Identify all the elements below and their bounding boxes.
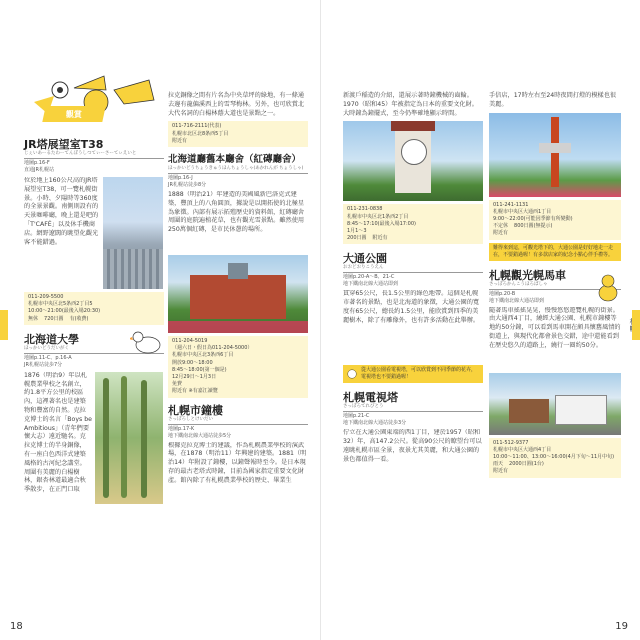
page-number-left: 18 — [10, 621, 23, 632]
hours-text: 開放9:00～18:00 — [172, 359, 213, 366]
odori-park-tip: 從大通公園看電視塔，可以欣賞到不同季節的花卉，電視塔也不要錯過喔！ — [343, 365, 483, 383]
fee-text: 720日圓 — [44, 315, 64, 322]
nearby-text: 附近有 — [372, 235, 388, 242]
nearby-text: 附近有 — [493, 468, 509, 475]
hours-extra-text: 8:45～18:00(第一個是) — [172, 366, 227, 373]
phone-text: 011-231-0838 — [347, 206, 383, 213]
left-column-2 — [168, 92, 308, 504]
jr-tower-photo — [103, 177, 163, 289]
address-text: 札幌市中央区北1条西2丁目 — [347, 213, 409, 220]
tv-tower-title: 札幌電視塔 — [343, 391, 398, 405]
aka-renga-kana: ほっかいどうちょうきゅうほんちょうしゃ(あかれんが ちょうしゃ) — [168, 166, 304, 171]
closed-text: 1月1～3 — [347, 228, 367, 234]
aka-renga-map: 地圖p.16-J — [168, 175, 193, 181]
section-header — [14, 70, 162, 130]
phone-text: 011-204-5019 — [172, 338, 208, 344]
carriage-body: 隨著馬車搖搖晃晃，慢慢悠悠遊覽札幌的街景。由大通西4丁目，繞經大通公園、札幌市鐘樓等地約50分鐘，可以看到馬車開在頗具懷舊風情的街道上，與現代化都會景色交錯，途中還能看到在歷史悠久的道路上，繞行一圈約50分。 — [489, 306, 621, 349]
address-text: 札幌市北区北8条西5丁目 — [172, 130, 229, 137]
jr-tower-body: 位於地上160公尺高的JR塔展望室T38，可一覽札幌街景。小時、夕陽時等360度的全景景觀。南側則設有的天景咖啡廳，晚上還是吧的「T'CAFÉ」以及休手機商店。網野遼闊的眺望化觀光客不能錯過。 — [24, 177, 99, 246]
hokudai-photo — [95, 372, 163, 504]
phone-text: 011-512-9377 — [493, 439, 529, 446]
hokudai-body: 1876（明治9）年以札幌農業學校之名創立，約1.8平方公里的校區內，這裡著名也是建築物和豐富的自然。克拉克博士的名言「Boys be Ambitious」（青年們要懷大志）遠近馳名。克拉克博士的半身銅像，有一座白色西洋式建築風格的古河紀念講堂。周圍有美麗的白楊樹林，銀杏林道最適合秋季散步，在正門口取 — [24, 371, 92, 494]
section-label: 觀賞 — [42, 106, 105, 122]
hours-text: 10:00～11:00、13:00～16:00(4月下旬～11月中旬) — [493, 454, 615, 461]
aka-renga-photo — [168, 255, 308, 333]
clock-tower-photo — [343, 121, 483, 201]
tv-tower-body: 佇立在大通公園東端的西1丁目，建於1957（昭和32）年，高147.2公尺。從高90公尺的瞭望台可以遠眺札幌市區全景，夜景尤其美麗，和大通公園的景色都值得一看。 — [343, 429, 482, 463]
closed-text: 不定休 — [493, 223, 509, 230]
address-text: 札幌市中央区大通西4丁目 — [493, 446, 552, 453]
hokudai-info — [168, 121, 308, 147]
odori-park-title: 大通公園 — [343, 252, 387, 266]
jr-tower-title: JR塔展望室T38 — [24, 138, 104, 151]
aka-renga-info — [168, 336, 308, 398]
address-text: 札幌市中央区北5条西2丁目5 — [28, 301, 93, 308]
phone-text: 011-241-1131 — [493, 201, 529, 208]
address-text: 札幌市中央区北3条西6丁目 — [172, 352, 234, 359]
hokudai-map: 地圖p.11-C、p.16-A — [24, 354, 72, 361]
clock-tower-station: 地下鐵南北線大通站徒歩5分 — [168, 432, 232, 439]
phone-text: 011-209-5500 — [28, 294, 64, 300]
duck-mascot-icon — [595, 273, 621, 303]
left-column-1 — [24, 138, 164, 504]
aka-renga-title: 北海道廳舊本廳舍（紅磚廳舍） — [168, 154, 302, 165]
carriage-map: 地圖p.20-B — [489, 290, 516, 297]
tv-tower-intro: 手信店，17時左右至24時夜間打燈的模樣也很美麗。 — [489, 92, 617, 108]
fee-text: 800日圓(無提示) — [514, 223, 553, 230]
jr-tower-kana: じぇいあーるたわーてんぼうしつてぃーさーてぃえいと — [24, 151, 137, 156]
closed-text: 雨天 — [493, 461, 504, 468]
clock-tower-map: 地圖p.17-K — [168, 425, 195, 432]
clock-tower-info — [343, 204, 483, 244]
right-column-2 — [489, 92, 621, 478]
tv-tower-station: 地下鐵南北線大通站徒歩3分 — [343, 420, 407, 427]
hokudai-station: JR札幌站徒歩7分 — [24, 361, 63, 368]
nearby-text: 附近有 — [493, 230, 509, 237]
parking-text: 有(收費) — [69, 315, 89, 322]
hours-text: 9:00～22:00(可能因季節有所變動) — [493, 216, 573, 222]
odori-park-map: 地圖p.20-A～B、21-C — [343, 274, 395, 281]
nearby-text: 附近有 — [172, 137, 188, 144]
tv-tower-info — [489, 200, 621, 240]
odori-park-kana: おおどおりこうえん — [343, 265, 384, 271]
carriage-title: 札幌觀光幌馬車 — [489, 268, 566, 282]
tv-tower-tip: 難得來到這，可觀光塔下的，大通公園是好好地走一走在，不要錯過喔！有多款店家的紀念小點心伴手禮等。 — [489, 243, 621, 261]
fee-text: 免費 — [172, 381, 183, 388]
tv-tower-kana: さっぽろてれびとう — [343, 404, 384, 410]
odori-park-station: 地下鐵南北線大通站即到 — [343, 281, 399, 288]
closed-text: 12月29日～1月3日 — [172, 374, 217, 381]
page-number-right: 19 — [615, 621, 628, 632]
jr-tower-map: 地圖p.16-F — [24, 160, 50, 166]
nearby-text: 附近有 ※有嘉江讀覽 — [172, 388, 218, 395]
carriage-kana: さっぽろかんこうほろばしゃ — [489, 281, 548, 287]
clock-tower-continued: 新渡戶稲造的介紹，還展示著時鐘機械的齒輪。1970（昭和45）年被指定為日本的重要文化財。大時鐘為鐘擺式，至今仍準確地顯示時間。 — [343, 92, 478, 117]
aka-renga-station: JR札幌站徒歩8分 — [168, 182, 207, 188]
fee-text: 200日圓 — [347, 235, 367, 242]
hours-text: 8:45～17:10(最後入場17:00) — [347, 220, 416, 227]
jr-tower-info — [24, 292, 164, 325]
hokudai-continued: 拉克銅像之間有片名為中央草坪的綠地，有一條通去邊有龍偏溪西上的雪琴梅林。另外，也可欣賞北大代名詞的白楊林蔭大道也是景點之一。 — [168, 92, 305, 117]
tip-mascot-icon — [347, 367, 357, 381]
hours-text: 10:00～21:00(最後入場20:30) — [28, 308, 101, 315]
hokudai-title: 北海道大學 — [24, 332, 79, 346]
duck-mascot-icon — [130, 329, 164, 355]
divider — [24, 158, 164, 159]
right-page — [320, 0, 640, 640]
clock-tower-kana: さっぽろしとけいだい — [168, 416, 213, 422]
tv-tower-map: 地圖p.21-C — [343, 413, 370, 420]
left-yellow-tab — [0, 310, 8, 340]
carriage-photo — [489, 373, 621, 435]
jr-tower-station: 直通JR札幌站 — [24, 167, 54, 173]
divider — [168, 173, 308, 174]
divider — [168, 424, 308, 425]
odori-park-body: 貫穿65公尺，長1.5公里的綠色地帶。這個是札幌市著名的景點，也是北海道的象徴，大通公園的寬度有65公尺，總長約1.5公里，能欣賞到四季的美麗樹木，除了有雕像外，也有許多活動在此舉辦。 — [343, 290, 480, 324]
clock-tower-body: 根據克拉克博士的建議，作為札幌農業學校的演武場，在1878（明治11）年興建的建築。1881（明治14）年附設了鐘樓，以鐘聲報時至今。是日本現存的最古老塔式時鐘，目前為國家指定重要文化財產。館內除了有札幌農業學校的歷史、畢業生 — [168, 441, 307, 484]
aka-renga-body: 1888（明治21）年建造的美國風新巴洛克式建築，豐頂上的八角圓頂，據說是以開拓使的北極星為象徴。內部有展示拓殖歷史的資料館，紅磚廳舍周圍的庭院遍植花草，也有觀光雪景點。雖然使用250萬個紅磚，是市民休憩的場所。 — [168, 191, 305, 234]
phone-text: 011-716-2111(代表) — [172, 123, 222, 130]
phone-weekend-text: （週六日・假日為011-204-5000） — [172, 345, 253, 352]
fee-text: 2000日圓(1台) — [509, 461, 544, 468]
hokudai-kana: ほっかいどうだいがく — [24, 345, 69, 351]
clock-tower-title: 札幌市鐘樓 — [168, 403, 223, 417]
address-text: 札幌市中央区大通西1丁目 — [493, 208, 552, 215]
right-yellow-tab — [632, 310, 640, 340]
closed-text: 無休 — [28, 315, 39, 322]
right-column-1 — [343, 92, 483, 487]
carriage-station: 地下鐵南北線大通站即到 — [489, 297, 545, 304]
carriage-info — [489, 438, 621, 478]
tv-tower-photo — [489, 113, 621, 197]
